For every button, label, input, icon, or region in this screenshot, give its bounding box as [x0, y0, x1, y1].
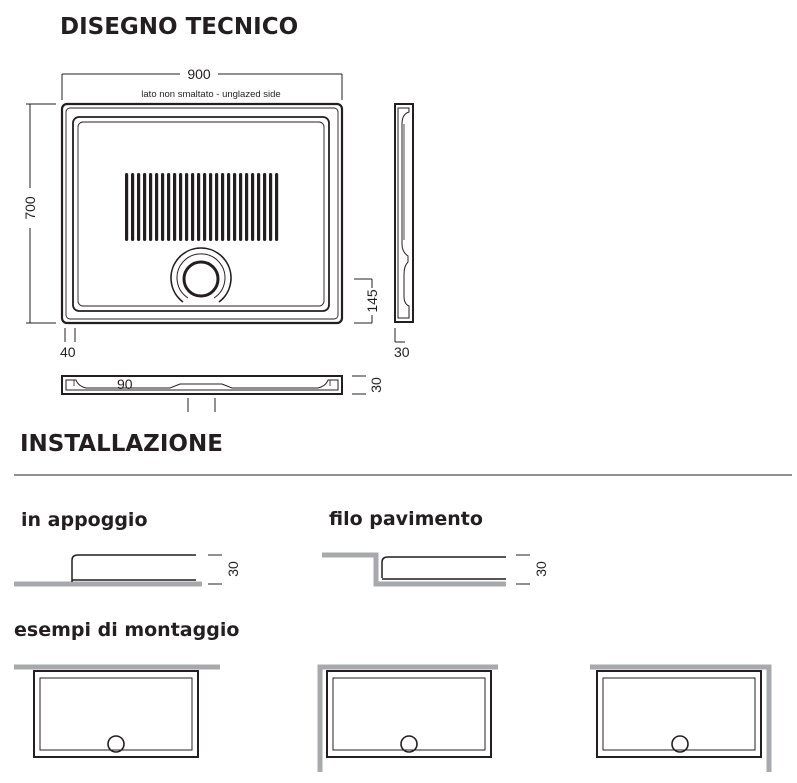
- edge-label: 40: [60, 344, 76, 360]
- grooves: [125, 173, 278, 241]
- width-label: 900: [187, 66, 211, 82]
- mounting-example-niche: [590, 667, 769, 772]
- dimension-side-thickness: [395, 328, 405, 342]
- label-flush-floor: filo pavimento: [329, 508, 483, 530]
- title-installation: INSTALLAZIONE: [20, 431, 223, 457]
- dimension-drain-marks: [188, 398, 215, 412]
- tray-front-section: [62, 376, 342, 394]
- dimension-edge: [65, 328, 75, 342]
- install-flush-height-label: 30: [533, 561, 549, 577]
- install-on-floor-height-label: 30: [225, 561, 241, 577]
- label-on-floor: in appoggio: [21, 509, 148, 531]
- section-depth-label: 90: [117, 376, 133, 392]
- install-on-floor-diagram: [14, 555, 222, 584]
- section-height-label: 30: [368, 377, 384, 393]
- side-thickness-label: 30: [394, 344, 410, 360]
- drain-icon: [171, 248, 231, 302]
- mounting-example-corner: [320, 667, 498, 772]
- install-flush-floor-diagram: [322, 555, 530, 584]
- depth-label: 700: [22, 196, 38, 220]
- tray-top-view: [62, 104, 342, 323]
- label-mounting-examples: esempi di montaggio: [14, 619, 240, 641]
- unglazed-side-note: lato non smaltato - unglazed side: [141, 89, 281, 100]
- tray-side-profile: [395, 104, 413, 322]
- dimension-section-height: [352, 376, 366, 394]
- title-technical-drawing: DISEGNO TECNICO: [60, 14, 299, 40]
- drain-offset-label: 145: [364, 289, 380, 313]
- mounting-example-one-wall: [14, 667, 220, 757]
